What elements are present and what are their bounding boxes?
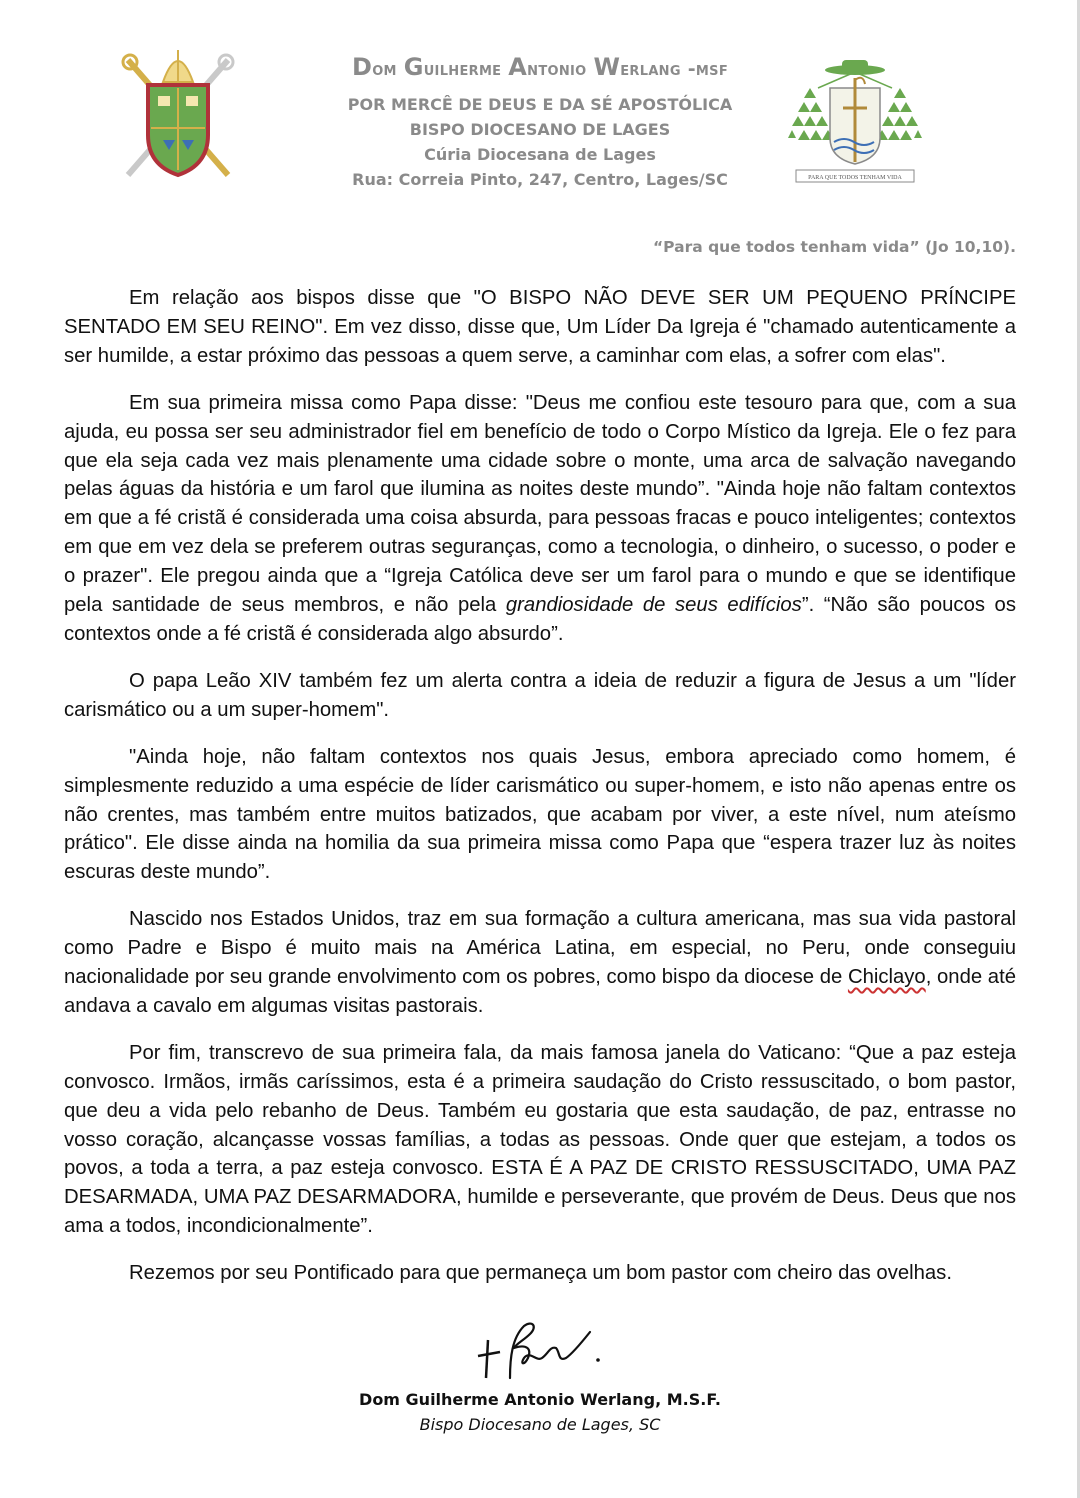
paragraph [64,905,1016,1021]
name-initial: A [508,53,528,81]
handwritten-signature [476,1318,612,1390]
letterhead-text [300,54,780,192]
paragraph: O papa Leão XIV também fez um alerta contra a ideia de reduzir a figura de Jesus a um "líder carismático ou a um super-homem". [64,669,1016,721]
letterhead [0,0,1080,230]
header-line-3: Cúria Diocesana de Lages [424,145,656,164]
motto-quote: “Para que todos tenham vida” (Jo 10,10). [652,238,1016,256]
name-rest: uilherme [423,58,509,80]
paragraph: Em relação aos bispos disse que "O BISPO NÃO DEVE SER UM PEQUENO PRÍNCIPE SENTADO EM SEU REINO". Em vez disso, disse que, Um Líder Da Igreja é "chamado autenticamente a ser humilde, a estar próximo das pessoas a quem serve, a caminhar com elas, a sofrer com elas". [64,287,1016,367]
name-initial: W [593,53,621,81]
paragraph [64,389,1016,649]
paragraph-text: ”. “Não são poucos os contextos onde a fé cristã é considerada algo absurdo”. [64,594,1016,645]
signatory-role: Bispo Diocesano de Lages, SC [419,1415,661,1434]
header-line-1: POR MERCÊ DE DEUS E DA SÉ APOSTÓLICA [347,95,733,114]
paragraph-text: Em sua primeira missa como Papa disse: "Deus me confiou este tesouro para que, com a sua ajuda, eu possa ser seu administrador fiel em benefício de todo o Corpo Místico da Igreja. Ele o fez para que ela seja cada vez mais plenamente uma cidade sobre o monte, uma arca de salvação navegando pelas águas da história e um farol que ilumina as noites deste mundo”. "Ainda hoje não faltam contextos em que a fé cristã é considerada uma coisa absurda, para pessoas fracas e pouco inteligentes; contextos em que em vez dela se preferem outras seguranças, como a tecnologia, o dinheiro, o sucesso, o poder e o prazer". Ele pregou ainda que a “Igreja Católica deve ser um farol para o mundo e que se identifique pela santidade de seus membros, e não pela [64,391,1016,617]
paragraph: "Ainda hoje, não faltam contextos nos quais Jesus, embora apreciado como homem, é simplesmente reduzido a uma espécie de líder carismático ou super-homem, e isto não apenas entre os não crentes, mas também entre muitos batizados, que acabam por viver, a este nível, num ateísmo prático". Ele disse ainda na homilia da sua primeira missa como Papa que “espera trazer luz às noites escuras deste mundo”. [64,745,1016,884]
paragraph: Por fim, transcrevo de sua primeira fala, da mais famosa janela do Vaticano: “Que a paz esteja convosco. Irmãos, irmãs caríssimos, esta é a primeira saudação do Cristo ressuscitado, o bom pastor, que deu a vida pelo rebanho de Deus. Também eu gostaria que esta saudação, de paz, entrasse no vosso coração, alcançasse vossas famílias, a todas as pessoas. Onde quer que estejam, a todos os povos, a toda a terra, a paz esteja convosco. ESTA É A PAZ DE CRISTO RESSUSCITADO, UMA PAZ DESARMADA, UMA PAZ DESARMADORA, humilde e perseverante, que provém de Deus. Deus que nos ama a todos, incondicionalmente”. [64,1041,1016,1238]
bishop-name-heading [300,54,780,82]
header-line-4: Rua: Correia Pinto, 247, Centro, Lages/SC [352,170,728,189]
paragraph: Rezemos por seu Pontificado para que permaneça um bom pastor com cheiro das ovelhas. [129,1262,952,1285]
spellcheck-flagged-word: Chiclayo [847,966,926,989]
coat-motto-ribbon: PARA QUE TODOS TENHAM VIDA [808,175,902,181]
paragraph-text: Nascido nos Estados Unidos, traz em sua formação a cultura americana, mas sua vida pastoral como Padre e Bispo é muito mais na América Latina, em especial, no Peru, onde conseguiu nacionalidade por seu grande envolvimento com os pobres, como bispo da diocese de [64,908,1016,989]
name-initial: G [403,53,424,81]
italic-text: grandiosidade de seus edifícios [505,594,802,617]
paragraph-text: , onde até andava a cavalo em algumas visitas pastorais. [64,966,1016,1017]
name-initial: D [351,53,373,81]
name-rest: erlang -msf [620,58,729,80]
coat-of-arms-right [788,58,922,186]
header-line-2: BISPO DIOCESANO DE LAGES [409,120,671,139]
name-rest: om [372,58,404,80]
name-rest: ntonio [527,58,594,80]
coat-of-arms-left [118,40,238,190]
letter-body [64,284,1016,1306]
signatory-name: Dom Guilherme Antonio Werlang, M.S.F. [359,1390,721,1409]
